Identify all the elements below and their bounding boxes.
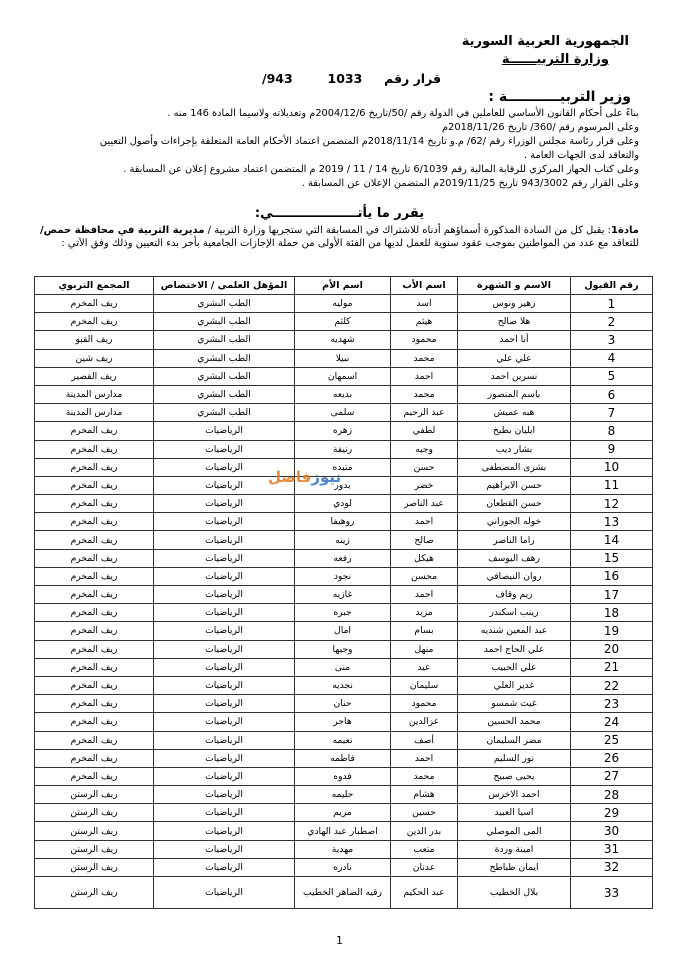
cell-full-name: غيث شمسو [458, 695, 571, 713]
table-row [35, 822, 653, 840]
cell-education-complex: ريف المخرم [35, 713, 154, 731]
cell-father-name: محمد [391, 767, 458, 785]
cell-admission-number: 22 [571, 676, 653, 694]
table-row [35, 604, 653, 622]
cell-father-name: وجيه [391, 440, 458, 458]
cell-mother-name: موليه [295, 295, 391, 313]
cell-full-name: بشار ديب [458, 440, 571, 458]
cell-education-complex: ريف المخرم [35, 313, 154, 331]
watermark-logo [268, 468, 341, 486]
table-row [35, 676, 653, 694]
cell-admission-number: 7 [571, 404, 653, 422]
cell-father-name: محمد [391, 385, 458, 403]
article-label: مادة1 [611, 225, 639, 236]
cell-admission-number: 32 [571, 858, 653, 876]
cell-qualification: الرياضيات [154, 822, 295, 840]
table-row [35, 495, 653, 513]
cell-mother-name: بدور [295, 476, 391, 494]
cell-qualification: الرياضيات [154, 713, 295, 731]
cell-admission-number: 23 [571, 695, 653, 713]
preamble-line: وعلى قرار رئاسة مجلس الوزراء رقم /62/ م.و تاريخ 2018/11/14م المتضمن اعتماد الأحكام العامة المتعلقة بإجراءات وأصول التعيين [99, 136, 639, 147]
cell-education-complex: ريف المخرم [35, 767, 154, 785]
cell-mother-name: نجود [295, 567, 391, 585]
cell-father-name: بدر الدين [391, 822, 458, 840]
cell-father-name: محمد [391, 349, 458, 367]
cell-admission-number: 15 [571, 549, 653, 567]
cell-education-complex: ريف الرستن [35, 877, 154, 909]
article-text-bold: مديرية التربية في محافظة حمص/ [40, 225, 205, 236]
cell-qualification: الرياضيات [154, 676, 295, 694]
cell-mother-name: متيده [295, 458, 391, 476]
decision-code: 943/ [262, 71, 293, 86]
cell-admission-number: 24 [571, 713, 653, 731]
cell-qualification: الرياضيات [154, 458, 295, 476]
cell-father-name: احمد [391, 586, 458, 604]
cell-qualification: الرياضيات [154, 604, 295, 622]
cell-education-complex: ريف المخرم [35, 295, 154, 313]
cell-mother-name: جبره [295, 604, 391, 622]
cell-admission-number: 1 [571, 295, 653, 313]
cell-full-name: المى الموصلي [458, 822, 571, 840]
cell-mother-name: سلمى [295, 404, 391, 422]
cell-full-name: أنا احمد [458, 331, 571, 349]
cell-qualification: الرياضيات [154, 658, 295, 676]
cell-full-name: مضر السليمان [458, 731, 571, 749]
page-number: 1 [336, 934, 343, 947]
cell-admission-number: 3 [571, 331, 653, 349]
cell-education-complex: ريف المخرم [35, 549, 154, 567]
cell-full-name: حسن القطعان [458, 495, 571, 513]
table-row [35, 749, 653, 767]
cell-father-name: عدنان [391, 858, 458, 876]
cell-mother-name: زهره [295, 422, 391, 440]
cell-education-complex: ريف الرستن [35, 840, 154, 858]
cell-admission-number: 11 [571, 476, 653, 494]
cell-education-complex: مدارس المدينة [35, 404, 154, 422]
table-row [35, 476, 653, 494]
cell-mother-name: بديعه [295, 385, 391, 403]
cell-father-name: احمد [391, 513, 458, 531]
cell-qualification: الرياضيات [154, 622, 295, 640]
cell-father-name: بسام [391, 622, 458, 640]
cell-father-name: خضر [391, 476, 458, 494]
cell-qualification: الرياضيات [154, 786, 295, 804]
cell-mother-name: رفعه [295, 549, 391, 567]
article-text-b: للتعاقد مع عدد من المواطنين بموجب عقود سنوية للعمل لديها من الفئة الأولى من حملة الإجازات الجامعية بأجر بدء التعيين وذلك وفق الآتي : [61, 238, 639, 249]
cell-mother-name: حليمه [295, 786, 391, 804]
cell-qualification: الطب البشري [154, 313, 295, 331]
table-row [35, 404, 653, 422]
cell-qualification: الطب البشري [154, 331, 295, 349]
table-row [35, 858, 653, 876]
cell-education-complex: ريف المخرم [35, 495, 154, 513]
cell-qualification: الرياضيات [154, 804, 295, 822]
table-row [35, 313, 653, 331]
table-row [35, 331, 653, 349]
cell-father-name: محسن [391, 567, 458, 585]
cell-admission-number: 4 [571, 349, 653, 367]
cell-full-name: باسم المنصور [458, 385, 571, 403]
cell-education-complex: ريف المخرم [35, 658, 154, 676]
cell-education-complex: ريف الرستن [35, 786, 154, 804]
header-education-complex: المجمع التربوي [35, 277, 154, 295]
table-row [35, 877, 653, 909]
cell-education-complex: ريف المخرم [35, 640, 154, 658]
cell-father-name: حسين [391, 804, 458, 822]
cell-full-name: اسيا العبيد [458, 804, 571, 822]
cell-full-name: علي الحاج احمد [458, 640, 571, 658]
cell-education-complex: ريف الرستن [35, 804, 154, 822]
cell-full-name: زينب اسكندر [458, 604, 571, 622]
cell-mother-name: غازيه [295, 586, 391, 604]
cell-admission-number: 13 [571, 513, 653, 531]
cell-qualification: الرياضيات [154, 531, 295, 549]
ministry-title: وزارة التربيــــــة [501, 52, 609, 67]
cell-education-complex: مدارس المدينة [35, 385, 154, 403]
cell-education-complex: ريف المخرم [35, 531, 154, 549]
cell-admission-number: 12 [571, 495, 653, 513]
article-1 [39, 224, 639, 250]
watermark-part2: نيوز [311, 468, 342, 486]
cell-full-name: هبه عميش [458, 404, 571, 422]
cell-full-name: ايليان بطيخ [458, 422, 571, 440]
cell-full-name: بلال الخطيب [458, 877, 571, 909]
cell-qualification: الرياضيات [154, 749, 295, 767]
country-title: الجمهورية العربية السورية [461, 34, 629, 49]
preamble-line: وعلى المرسوم رقم /360/ تاريخ 2018/11/26م [442, 122, 639, 133]
cell-admission-number: 20 [571, 640, 653, 658]
table-row [35, 349, 653, 367]
cell-qualification: الرياضيات [154, 567, 295, 585]
cell-admission-number: 9 [571, 440, 653, 458]
cell-admission-number: 25 [571, 731, 653, 749]
table-row [35, 731, 653, 749]
table-header-row [35, 277, 653, 295]
cell-mother-name: حنان [295, 695, 391, 713]
cell-education-complex: ريف المخرم [35, 695, 154, 713]
cell-full-name: ريم وقاف [458, 586, 571, 604]
cell-full-name: علي الحبيب [458, 658, 571, 676]
cell-education-complex: ريف المخرم [35, 731, 154, 749]
cell-mother-name: مهدية [295, 840, 391, 858]
cell-mother-name: نبيلا [295, 349, 391, 367]
table-row [35, 531, 653, 549]
cell-education-complex: ريف المخرم [35, 567, 154, 585]
header-full-name: الاسم و الشهرة [458, 277, 571, 295]
cell-mother-name: شهديه [295, 331, 391, 349]
cell-father-name: منهل [391, 640, 458, 658]
cell-qualification: الرياضيات [154, 858, 295, 876]
cell-qualification: الطب البشري [154, 385, 295, 403]
cell-qualification: الرياضيات [154, 877, 295, 909]
cell-admission-number: 18 [571, 604, 653, 622]
cell-full-name: غدير العلي [458, 676, 571, 694]
cell-father-name: عبد الناصر [391, 495, 458, 513]
table-row [35, 695, 653, 713]
cell-father-name: اسد [391, 295, 458, 313]
cell-education-complex: ريف المخرم [35, 676, 154, 694]
cell-full-name: رهف اليوسف [458, 549, 571, 567]
header-admission-number: رقم القبول [571, 277, 653, 295]
cell-admission-number: 29 [571, 804, 653, 822]
cell-admission-number: 17 [571, 586, 653, 604]
cell-father-name: عبد الرحيم [391, 404, 458, 422]
table-row [35, 840, 653, 858]
cell-qualification: الرياضيات [154, 695, 295, 713]
cell-father-name: احمد [391, 749, 458, 767]
cell-mother-name: مريم [295, 804, 391, 822]
cell-full-name: نور السليم [458, 749, 571, 767]
cell-mother-name: لودي [295, 495, 391, 513]
cell-admission-number: 8 [571, 422, 653, 440]
header-mother-name: اسم الأم [295, 277, 391, 295]
cell-qualification: الرياضيات [154, 495, 295, 513]
preamble [39, 107, 639, 191]
cell-father-name: لطفي [391, 422, 458, 440]
decision-line [262, 71, 441, 86]
cell-full-name: عبد المعين شنديه [458, 622, 571, 640]
cell-mother-name: نعيمه [295, 731, 391, 749]
cell-admission-number: 16 [571, 567, 653, 585]
cell-father-name: احمد [391, 367, 458, 385]
cell-education-complex: ريف المخرم [35, 513, 154, 531]
cell-education-complex: ريف المخرم [35, 586, 154, 604]
cell-education-complex: ريف الرستن [35, 858, 154, 876]
cell-father-name: مزيد [391, 604, 458, 622]
cell-full-name: هلا صالح [458, 313, 571, 331]
cell-qualification: الطب البشري [154, 295, 295, 313]
cell-admission-number: 14 [571, 531, 653, 549]
cell-mother-name: رنيفة [295, 440, 391, 458]
cell-qualification: الرياضيات [154, 440, 295, 458]
cell-mother-name: اصطبار عبد الهادي [295, 822, 391, 840]
cell-education-complex: ريف الرستن [35, 822, 154, 840]
cell-father-name: سليمان [391, 676, 458, 694]
watermark-part1: فاصل [268, 468, 312, 486]
decides-heading: يقرر ما يأتـــــــــــــــــــي: [254, 206, 425, 221]
cell-admission-number: 5 [571, 367, 653, 385]
cell-qualification: الرياضيات [154, 586, 295, 604]
cell-education-complex: ريف القصير [35, 367, 154, 385]
cell-admission-number: 26 [571, 749, 653, 767]
table-row [35, 513, 653, 531]
cell-qualification: الرياضيات [154, 767, 295, 785]
cell-admission-number: 31 [571, 840, 653, 858]
cell-mother-name: هاجر [295, 713, 391, 731]
cell-full-name: بشرى المصطفى [458, 458, 571, 476]
table-row [35, 767, 653, 785]
cell-admission-number: 6 [571, 385, 653, 403]
table-row [35, 422, 653, 440]
cell-mother-name: وجيها [295, 640, 391, 658]
cell-education-complex: ريف شين [35, 349, 154, 367]
table-row [35, 640, 653, 658]
cell-qualification: الرياضيات [154, 549, 295, 567]
minister-title: وزير التربيـــــــــــة : [488, 89, 631, 105]
cell-full-name: راما الناصر [458, 531, 571, 549]
table-row [35, 295, 653, 313]
cell-full-name: خوله الجوراني [458, 513, 571, 531]
header-qualification: المؤهل العلمي / الاختصاص [154, 277, 295, 295]
cell-education-complex: ريف المخرم [35, 604, 154, 622]
cell-admission-number: 21 [571, 658, 653, 676]
preamble-line: بناءً على أحكام القانون الأساسي للعاملين في الدولة رقم /50/تاريخ 2004/12/6م وتعديلاته ولاسيما المادة 146 منه . [167, 108, 639, 119]
table-row [35, 567, 653, 585]
cell-full-name: محمد الحسين [458, 713, 571, 731]
cell-father-name: صالح [391, 531, 458, 549]
cell-father-name: هشام [391, 786, 458, 804]
preamble-line: وعلى كتاب الجهاز المركزي للرقابة المالية رقم 6/1039 تاريخ 14 / 11 / 2019 م المتضمن اعتماد مشروع إعلان عن المسابقة . [123, 164, 639, 175]
cell-full-name: نسرين احمد [458, 367, 571, 385]
cell-mother-name: نجديه [295, 676, 391, 694]
cell-full-name: حسن الابراهيم [458, 476, 571, 494]
cell-mother-name: اسمهان [295, 367, 391, 385]
decision-label: قرار رقم [384, 71, 442, 86]
table-row [35, 367, 653, 385]
cell-education-complex: ريف المخرم [35, 476, 154, 494]
cell-full-name: احمد الاخرس [458, 786, 571, 804]
cell-qualification: الرياضيات [154, 513, 295, 531]
table-row [35, 786, 653, 804]
article-text-a: : يقبل كل من السادة المذكورة أسماؤهم أدناه للاشتراك في المسابقة التي ستجريها وزارة التربية / [204, 225, 612, 236]
cell-father-name: متعب [391, 840, 458, 858]
cell-full-name: علي علي [458, 349, 571, 367]
preamble-line: وعلى القرار رقم 943/3002 تاريخ 2019/11/25م المتضمن الإعلان عن المسابقة . [301, 178, 639, 189]
cell-education-complex: ريف المخرم [35, 458, 154, 476]
cell-father-name: محمود [391, 331, 458, 349]
table-row [35, 458, 653, 476]
cell-qualification: الرياضيات [154, 640, 295, 658]
cell-full-name: يحيى صبيح [458, 767, 571, 785]
cell-mother-name: روهيفا [295, 513, 391, 531]
table-row [35, 549, 653, 567]
cell-full-name: روان النيصافي [458, 567, 571, 585]
table-row [35, 586, 653, 604]
table-row [35, 658, 653, 676]
cell-education-complex: ريف المخرم [35, 749, 154, 767]
cell-mother-name [295, 877, 391, 909]
cell-admission-number: 30 [571, 822, 653, 840]
cell-education-complex: ريف المخرم [35, 422, 154, 440]
cell-education-complex: ريف القبو [35, 331, 154, 349]
cell-full-name: ايمان طباطح [458, 858, 571, 876]
cell-mother-name: فدوه [295, 767, 391, 785]
table-row [35, 804, 653, 822]
cell-father-name: هيثم [391, 313, 458, 331]
cell-mother-name-text: رقيه الضاهر الخطيب [302, 887, 382, 898]
acceptance-table [34, 276, 653, 909]
cell-full-name: زهير ونوس [458, 295, 571, 313]
cell-education-complex: ريف المخرم [35, 440, 154, 458]
cell-qualification: الرياضيات [154, 476, 295, 494]
table-row [35, 440, 653, 458]
table-row [35, 385, 653, 403]
cell-admission-number: 2 [571, 313, 653, 331]
cell-mother-name: امال [295, 622, 391, 640]
cell-qualification: الرياضيات [154, 731, 295, 749]
cell-admission-number: 27 [571, 767, 653, 785]
cell-admission-number: 28 [571, 786, 653, 804]
cell-admission-number: 10 [571, 458, 653, 476]
cell-mother-name: فاطمه [295, 749, 391, 767]
cell-father-name: عزالدين [391, 713, 458, 731]
cell-mother-name: كلثم [295, 313, 391, 331]
cell-father-name: عيد [391, 658, 458, 676]
cell-mother-name: منى [295, 658, 391, 676]
table-row [35, 622, 653, 640]
cell-mother-name: زينه [295, 531, 391, 549]
cell-father-name: عبد الحكيم [391, 877, 458, 909]
cell-mother-name: نادره [295, 858, 391, 876]
cell-qualification: الطب البشري [154, 404, 295, 422]
cell-father-name: محمود [391, 695, 458, 713]
cell-qualification: الطب البشري [154, 367, 295, 385]
header-father-name: اسم الأب [391, 277, 458, 295]
cell-father-name: حسن [391, 458, 458, 476]
cell-father-name: هيكل [391, 549, 458, 567]
cell-father-name: أصف [391, 731, 458, 749]
cell-admission-number: 19 [571, 622, 653, 640]
cell-qualification: الطب البشري [154, 349, 295, 367]
table-row [35, 713, 653, 731]
cell-qualification: الرياضيات [154, 422, 295, 440]
cell-admission-number: 33 [571, 877, 653, 909]
cell-full-name: امينة وردة [458, 840, 571, 858]
preamble-line: والتعاقد لدى الجهات العامة . [524, 150, 639, 161]
cell-education-complex: ريف المخرم [35, 622, 154, 640]
decision-number: 1033 [327, 71, 363, 86]
cell-qualification: الرياضيات [154, 840, 295, 858]
